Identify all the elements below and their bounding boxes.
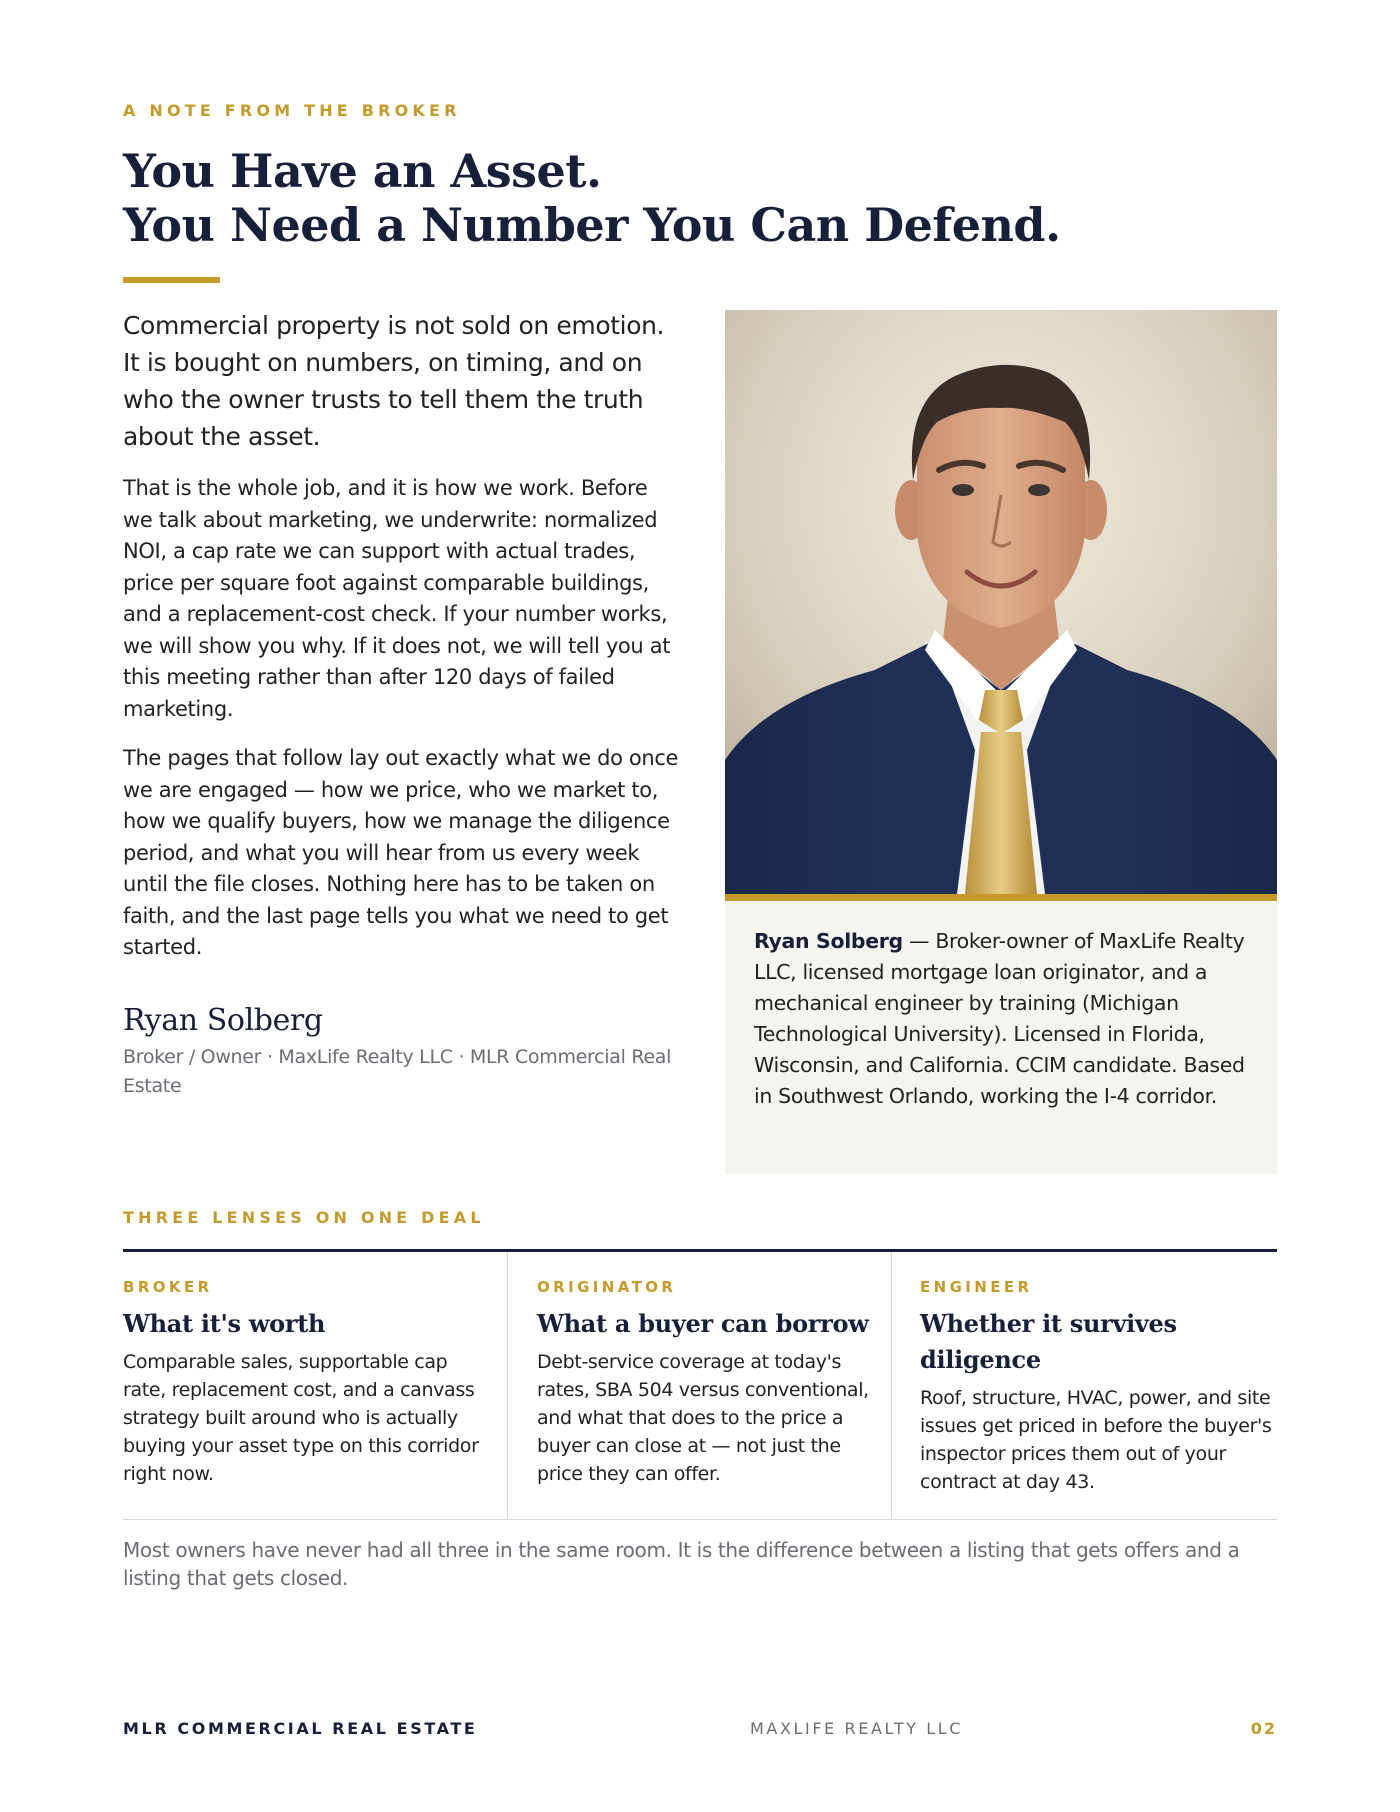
lens-title: What a buyer can borrow [537,1309,869,1338]
footer-brand: MLR COMMERCIAL REAL ESTATE [123,1719,478,1738]
lens-title: What it's worth [123,1309,326,1338]
lens-tag: ORIGINATOR [537,1278,677,1296]
profile-bio: — Broker-owner of MaxLife Realty LLC, licensed mortgage loan originator, and a mechanical engineer by training (Michigan Technological University). Licensed in Florida, Wisconsin, and California. CCIM candidate. Based in Southwest Orlando, working the I-4 corridor. [754,929,1245,1108]
eyebrow-label: A NOTE FROM THE BROKER [123,101,461,120]
broker-letter [123,307,683,982]
three-lenses-grid [123,1249,1277,1520]
headline-line-1: You Have an Asset. [123,144,602,198]
lenses-closing-note: Most owners have never had all three in the same room. It is the difference between a listing that gets offers and a listing that gets closed. [123,1538,1240,1590]
lens-tag: ENGINEER [920,1278,1033,1296]
profile-caption [754,926,1254,1112]
broker-portrait-photo [725,310,1277,894]
signature-role: Broker / Owner · MaxLife Realty LLC · MLR Commercial Real Estate [123,1046,672,1097]
footer-company: MAXLIFE REALTY LLC [750,1719,964,1738]
profile-card [725,310,1277,1174]
lens-tag: BROKER [123,1278,213,1296]
page-number: 02 [1250,1719,1277,1738]
lenses-section-label: THREE LENSES ON ONE DEAL [123,1208,485,1227]
lens-originator [507,1252,891,1519]
headline-line-2: You Need a Number You Can Defend. [123,198,1061,252]
lens-broker [123,1252,507,1519]
lens-text: Debt-service coverage at today's rates, SBA 504 versus conventional, and what that does to the price a buyer can close at — not just the price they can offer. [537,1351,869,1485]
profile-name: Ryan Solberg [754,929,903,953]
gold-accent-rule [123,277,220,283]
lens-engineer [891,1252,1277,1519]
lens-title: Whether it survives diligence [920,1309,1177,1374]
signature-name: Ryan Solberg [123,1003,323,1038]
lens-text: Roof, structure, HVAC, power, and site issues get priced in before the buyer's inspector prices them out of your contract at day 43. [920,1387,1272,1493]
lens-text: Comparable sales, supportable cap rate, replacement cost, and a canvass strategy built around who is actually buying your asset type on this corridor right now. [123,1351,479,1485]
portrait-gold-bar [725,894,1277,901]
lead-paragraph: Commercial property is not sold on emotion. It is bought on numbers, on timing, and on who the owner trusts to tell them the truth about the asset. [123,311,665,451]
body-paragraph-2: That is the whole job, and it is how we work. Before we talk about marketing, we underwrite: normalized NOI, a cap rate we can support with actual trades, price per square foot against comparable buildings, and a replacement-cost check. If your number works, we will show you why. If it does not, we will tell you at this meeting rather than after 120 days of failed marketing. [123,476,671,721]
page-headline [123,144,1061,252]
portrait-illustration [725,310,1277,894]
body-paragraph-3: The pages that follow lay out exactly what we do once we are engaged — how we price, who we market to, how we qualify buyers, how we manage the diligence period, and what you will hear from us every week until the file closes. Nothing here has to be taken on faith, and the last page tells you what we need to get started. [123,746,679,959]
document-page [123,0,1277,1812]
